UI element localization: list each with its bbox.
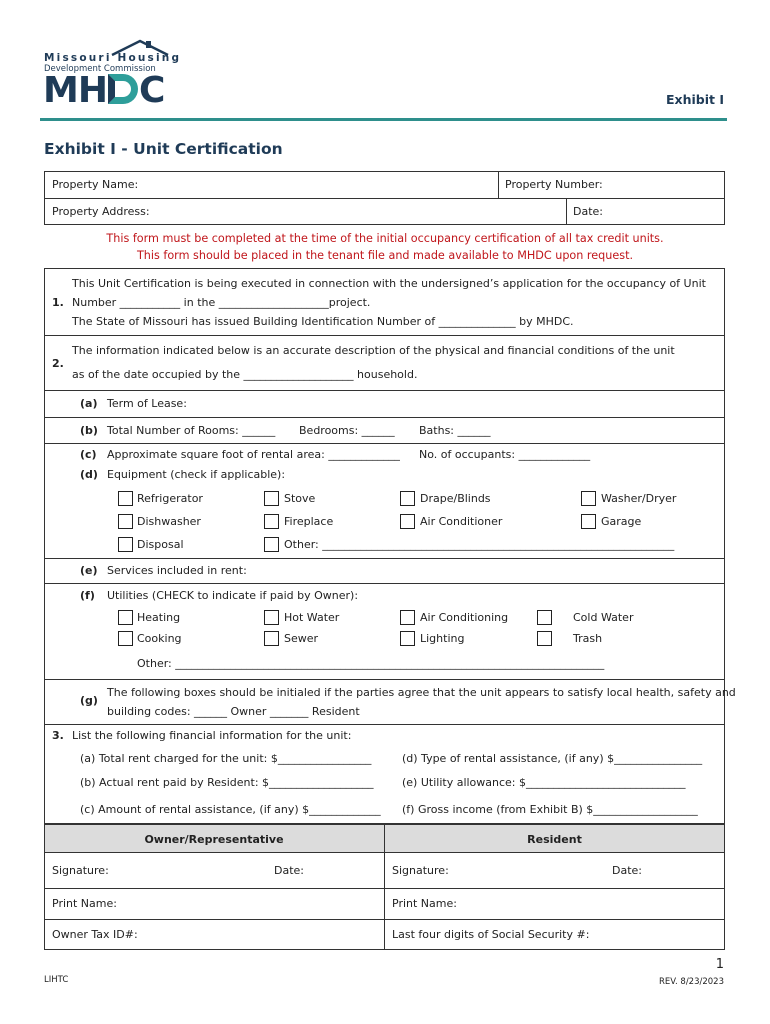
owner-tax-id-label: Owner Tax ID#: [52,928,138,941]
divider [44,583,725,584]
drape-blinds-label: Drape/Blinds [420,492,491,505]
occupants-field: No. of occupants: _____________ [419,448,591,461]
garage-label: Garage [601,515,642,528]
page-title: Exhibit I - Unit Certification [44,140,283,158]
cold-water-label: Cold Water [573,611,634,624]
fireplace-label: Fireplace [284,515,334,528]
item-a-letter: (a) [80,397,98,410]
heating-label: Heating [137,611,181,624]
property-date-label: Date: [573,205,603,218]
total-rooms-field: Total Number of Rooms: ______ [107,424,276,437]
resident-signature-label: Signature: [392,864,449,877]
refrigerator-checkbox[interactable] [118,491,133,506]
logo-mark-prefix: MH [43,70,107,111]
utility-allowance-field: (e) Utility allowance: $_____________________________ [402,776,686,789]
item-e-letter: (e) [80,564,98,577]
washer-dryer-label: Washer/Dryer [601,492,677,505]
refrigerator-label: Refrigerator [137,492,203,505]
item-g-line-1: The following boxes should be initialed if the parties agree that the unit appears to satisfy local health, safety and [107,686,736,699]
divider [44,679,725,680]
item-1-line-1: This Unit Certification is being executed in connection with the undersigned’s application for the occupancy of Unit [72,277,706,290]
hot-water-label: Hot Water [284,611,340,624]
square-footage-field: Approximate square foot of rental area: _____________ [107,448,400,461]
divider [44,198,725,199]
item-1-line-2: Number ___________ in the ____________________project. [72,296,371,309]
lighting-checkbox[interactable] [400,631,415,646]
notice-line-2: This form should be placed in the tenant file and made available to MHDC upon request. [136,249,634,262]
trash-checkbox[interactable] [537,631,552,646]
stove-label: Stove [284,492,316,505]
owner-signature-label: Signature: [52,864,109,877]
cold-water-checkbox[interactable] [537,610,552,625]
equipment-other-field: Other: ________________________________________________________________ [284,538,675,551]
sewer-label: Sewer [284,632,319,645]
disposal-label: Disposal [137,538,184,551]
logo-line-1: Missouri Housing [44,52,182,64]
logo-mark-suffix: C [138,70,165,111]
item-g-letter: (g) [80,694,98,707]
washer-dryer-checkbox[interactable] [581,491,596,506]
fireplace-checkbox[interactable] [264,514,279,529]
item-1-line-3: The State of Missouri has issued Building Identification Number of ______________ by MHDC. [72,315,574,328]
utilities-label: Utilities (CHECK to indicate if paid by Owner): [107,589,359,602]
equipment-other-checkbox[interactable] [264,537,279,552]
item-2-line-1: The information indicated below is an accurate description of the physical and financial conditions of the unit [72,344,675,357]
property-address-label: Property Address: [52,205,150,218]
disposal-checkbox[interactable] [118,537,133,552]
divider [498,171,499,198]
services-label: Services included in rent: [107,564,247,577]
item-c-letter: (c) [80,448,97,461]
gross-income-field: (f) Gross income (from Exhibit B) $___________________ [402,803,698,816]
notice-line-1: This form must be completed at the time of the initial occupancy certification of all tax credit units. [106,232,664,245]
term-of-lease-label: Term of Lease: [107,397,187,410]
air-conditioner-checkbox[interactable] [400,514,415,529]
air-conditioner-label: Air Conditioner [420,515,503,528]
divider [44,724,725,725]
logo-mark [43,71,164,111]
dishwasher-label: Dishwasher [137,515,201,528]
heating-checkbox[interactable] [118,610,133,625]
property-number-label: Property Number: [505,178,603,191]
bedrooms-field: Bedrooms: ______ [299,424,395,437]
air-conditioning-checkbox[interactable] [400,610,415,625]
rental-assistance-type-field: (d) Type of rental assistance, (if any) $________________ [402,752,703,765]
mhdc-logo [43,38,182,111]
utilities-other-field: Other: ______________________________________________________________________________ [137,657,605,670]
equipment-label: Equipment (check if applicable): [107,468,286,481]
item-f-letter: (f) [80,589,95,602]
item-2-number: 2. [52,357,64,370]
ssn-last-four-label: Last four digits of Social Security #: [392,928,590,941]
baths-field: Baths: ______ [419,424,491,437]
logo-line-2: Development Commission [44,64,156,74]
cooking-label: Cooking [137,632,182,645]
hot-water-checkbox[interactable] [264,610,279,625]
property-name-label: Property Name: [52,178,139,191]
resident-header: Resident [527,833,582,846]
lighting-label: Lighting [420,632,465,645]
exhibit-tag: Exhibit I [666,92,724,107]
trash-label: Trash [573,632,603,645]
item-b-letter: (b) [80,424,98,437]
logo-d-icon [108,74,138,104]
item-3-heading: List the following financial information for the unit: [72,729,352,742]
item-2-line-2: as of the date occupied by the ____________________ household. [72,368,418,381]
divider [44,443,725,444]
stove-checkbox[interactable] [264,491,279,506]
cooking-checkbox[interactable] [118,631,133,646]
air-conditioning-label: Air Conditioning [420,611,509,624]
item-3-number: 3. [52,729,64,742]
divider [566,198,567,225]
garage-checkbox[interactable] [581,514,596,529]
footer-program: LIHTC [44,975,69,985]
resident-print-name-label: Print Name: [392,897,457,910]
page-number: 1 [715,957,724,972]
owner-print-name-label: Print Name: [52,897,117,910]
total-rent-field: (a) Total rent charged for the unit: $_________________ [80,752,372,765]
resident-date-label: Date: [612,864,642,877]
sewer-checkbox[interactable] [264,631,279,646]
item-d-letter: (d) [80,468,98,481]
divider [44,417,725,418]
header-rule [40,118,727,121]
owner-representative-header: Owner/Representative [144,833,284,846]
divider [44,335,725,336]
divider [44,390,725,391]
revision-date: REV. 8/23/2023 [659,977,724,987]
drape-blinds-checkbox[interactable] [400,491,415,506]
rental-assistance-amount-field: (c) Amount of rental assistance, (if any) $_____________ [80,803,381,816]
actual-rent-field: (b) Actual rent paid by Resident: $___________________ [80,776,374,789]
item-g-line-2: building codes: ______ Owner _______ Resident [107,705,360,718]
dishwasher-checkbox[interactable] [118,514,133,529]
owner-date-label: Date: [274,864,304,877]
divider [44,558,725,559]
item-1-number: 1. [52,296,64,309]
